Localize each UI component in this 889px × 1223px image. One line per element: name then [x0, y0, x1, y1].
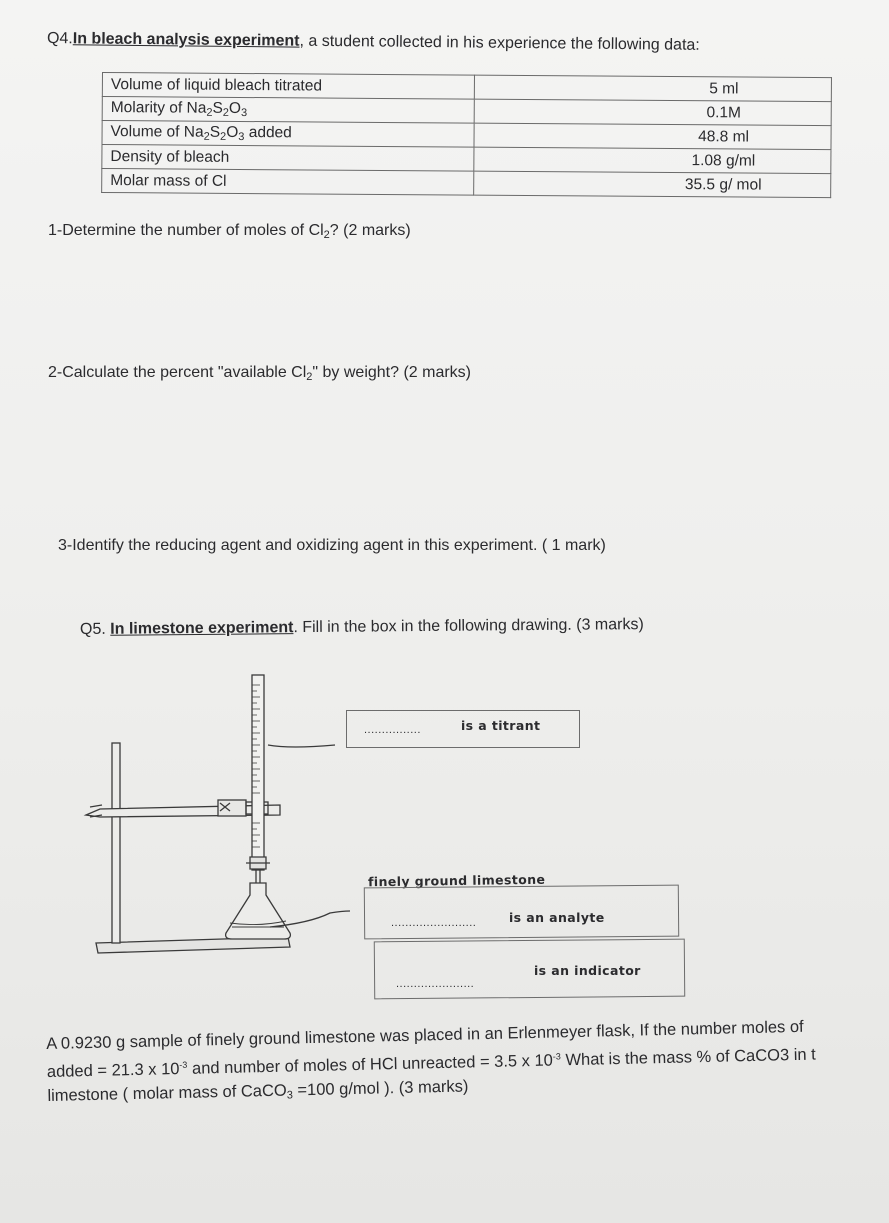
bleach-data-table [101, 72, 832, 198]
row-value: 0.1M [474, 99, 831, 125]
q4-number: Q4. [46, 30, 73, 48]
q4-title [47, 30, 700, 55]
stand-rod [112, 743, 120, 943]
q5-intro: . Fill in the box in the following drawing. (3 marks) [293, 616, 644, 637]
analyte-blank: ........................ [391, 917, 477, 929]
row-label: Volume of $Na_2S_2O_3$ added [102, 121, 474, 148]
row-label: Volume of liquid bleach titrated [102, 73, 474, 100]
row-value: 35.5 g/ mol [474, 171, 831, 197]
burette-clamp [218, 800, 246, 816]
titration-apparatus-drawing [80, 665, 350, 965]
indicator-label: is an indicator [534, 963, 641, 978]
row-value: 48.8 ml [474, 123, 831, 149]
table-row [102, 169, 831, 198]
q5-title [80, 616, 644, 639]
q4-topic: In bleach analysis experiment [72, 30, 300, 50]
erlenmeyer-flask [226, 883, 291, 939]
q5-topic: In limestone experiment [110, 619, 294, 638]
question-2: 2-Calculate the percent "available $Cl_2$" by weight? (2 marks) [48, 364, 472, 383]
limestone-problem-paragraph [46, 1015, 817, 1113]
question-3: 3-Identify the reducing agent and oxidizing agent in this experiment. ( 1 mark) [58, 537, 606, 554]
paragraph-line-2: added = 21.3 x $10^{-3}$ and number of moles of HCl unreacted = 3.5 x $10^{-3}$ What is the mass % of CaCO3 in t [46, 1045, 816, 1081]
limestone-label: finely ground limestone [367, 871, 546, 890]
question-1: 1-Determine the number of moles of $Cl_2$? (2 marks) [48, 222, 411, 241]
row-label: Molarity of $Na_2S_2O_3$ [102, 97, 474, 124]
titrant-blank: ................ [364, 724, 421, 736]
paragraph-line-3: limestone ( molar mass of CaCO$_3$ =100 g/mol ). (3 marks) [47, 1077, 469, 1105]
analyte-label: is an analyte [509, 910, 605, 925]
titrant-label: is a titrant [461, 718, 541, 733]
stopcock [246, 857, 270, 869]
paragraph-line-1: A 0.9230 g sample of finely ground limestone was placed in an Erlenmeyer flask, If the number moles of [46, 1017, 804, 1053]
pointer-line-titrant [268, 745, 335, 747]
row-value: 5 ml [474, 75, 831, 101]
row-label: Molar mass of Cl [102, 169, 474, 196]
q4-intro: , a student collected in his experience the following data: [299, 32, 700, 54]
indicator-blank: ...................... [396, 978, 475, 990]
q5-number: Q5. [79, 620, 106, 638]
row-label: Density of bleach [102, 145, 474, 172]
row-value: 1.08 g/ml [474, 147, 831, 173]
